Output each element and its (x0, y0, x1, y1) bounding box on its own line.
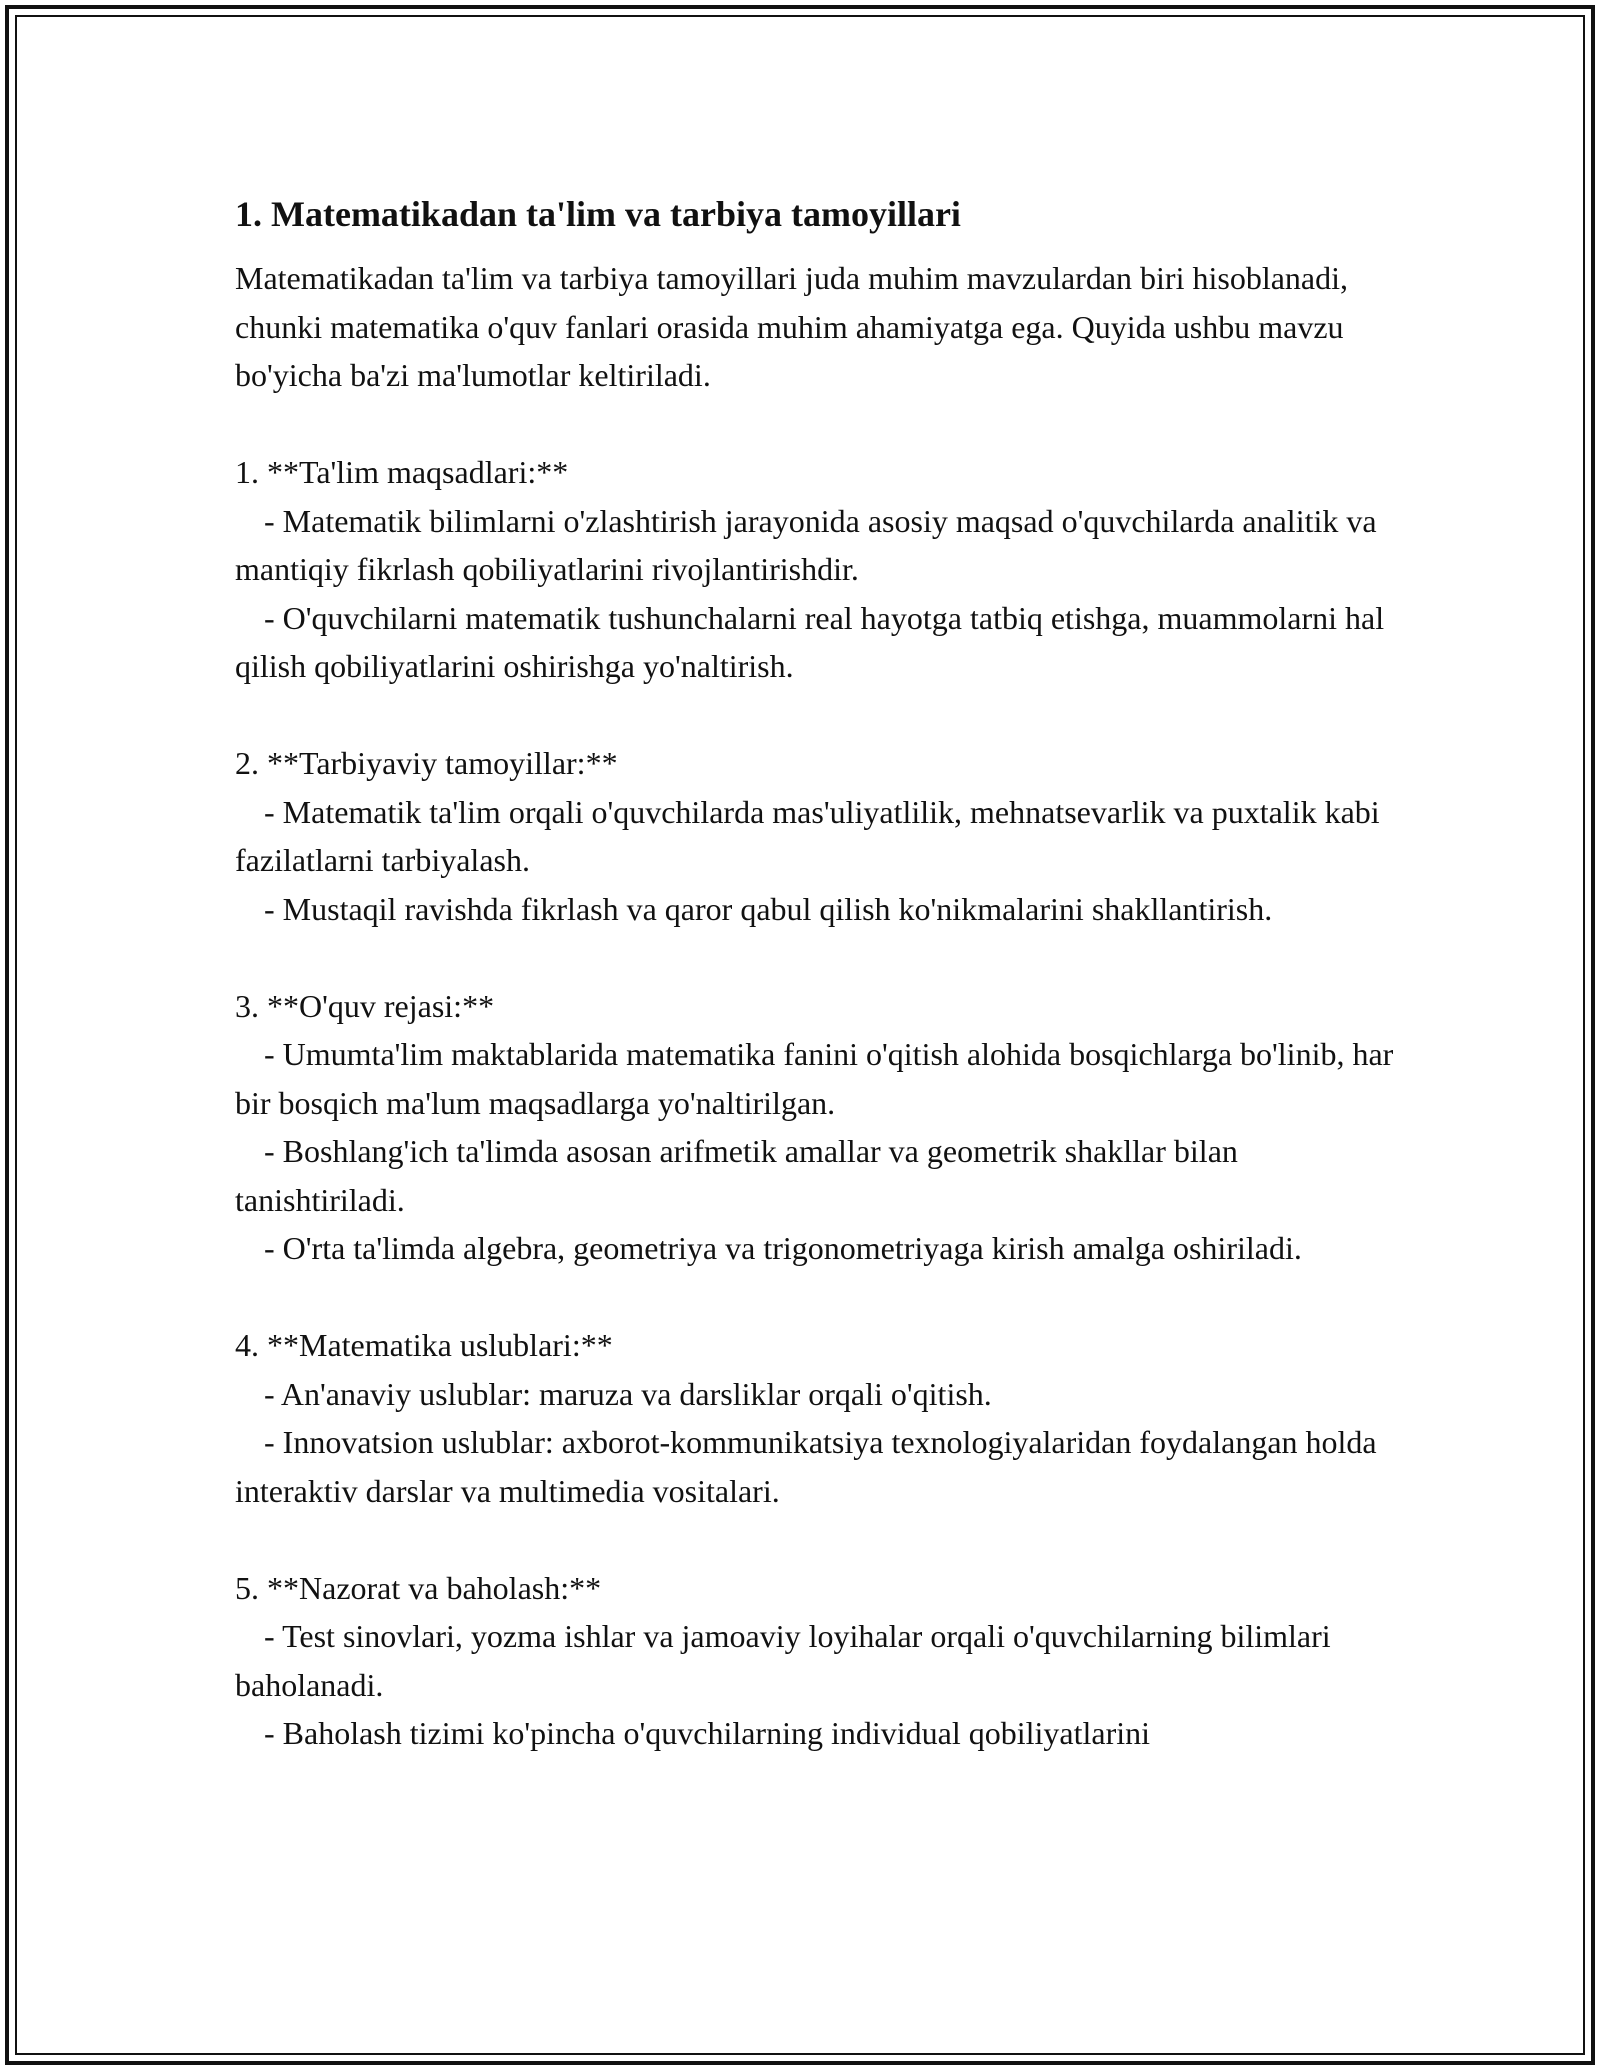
list-item: - An'anaviy uslublar: maruza va darsliklar orqali o'qitish. (264, 1375, 992, 1412)
intro-paragraph: Matematikadan ta'lim va tarbiya tamoyillari juda muhim mavzulardan biri hisoblanadi, chunki matematika o'quv fanlari orasida muhim ahamiyatga ega. Quyida ushbu mavzu bo'yicha ba'zi ma'lumotlar keltiriladi. (235, 260, 1348, 393)
list-item: - Umumta'lim maktablarida matematika fanini o'qitish alohida bosqichlarga bo'linib, har bir bosqich ma'lum maqsadlarga yo'naltirilgan. (235, 1036, 1394, 1121)
list-item: - Boshlang'ich ta'limda asosan arifmetik amallar va geometrik shakllar bilan tanishtiriladi. (235, 1133, 1238, 1218)
list-item: - Matematik ta'lim orqali o'quvchilarda mas'uliyatlilik, mehnatsevarlik va puxtalik kabi fazilatlarni tarbiyalash. (235, 793, 1380, 878)
section-talim-maqsadlari (235, 448, 1395, 691)
section-tarbiyaviy-tamoyillar (235, 739, 1395, 933)
list-item: - O'rta ta'limda algebra, geometriya va trigonometriyaga kirish amalga oshiriladi. (264, 1230, 1302, 1266)
section-heading: 4. **Matematika uslublari:** (235, 1327, 613, 1363)
list-item: - O'quvchilarni matematik tushunchalarni real hayotga tatbiq etishga, muammolarni hal qilish qobiliyatlarini oshirishga yo'naltirish. (235, 599, 1385, 684)
section-heading: 2. **Tarbiyaviy tamoyillar:** (235, 745, 618, 781)
list-item: - Mustaqil ravishda fikrlash va qaror qabul qilish ko'nikmalarini shakllantirish. (264, 890, 1273, 927)
section-nazorat-va-baholash (235, 1564, 1395, 1758)
section-heading: 1. **Ta'lim maqsadlari:** (235, 454, 569, 490)
list-item: - Matematik bilimlarni o'zlashtirish jarayonida asosiy maqsad o'quvchilarda analitik va mantiqiy fikrlash qobiliyatlarini rivojlantirishdir. (235, 502, 1377, 587)
list-item: - Innovatsion uslublar: axborot-kommunikatsiya texnologiyalaridan foydalangan holda interaktiv darslar va multimedia vositalari. (235, 1424, 1377, 1509)
document-body (235, 186, 1395, 1758)
section-matematika-uslublari (235, 1321, 1395, 1515)
section-heading: 5. **Nazorat va baholash:** (235, 1569, 602, 1606)
document-title: 1. Matematikadan ta'lim va tarbiya tamoyillari (235, 194, 961, 234)
section-heading: 3. **O'quv rejasi:** (235, 987, 495, 1024)
list-item: - Test sinovlari, yozma ishlar va jamoaviy loyihalar orqali o'quvchilarning bilimlari baholanadi. (235, 1618, 1331, 1703)
list-item: - Baholash tizimi ko'pincha o'quvchilarning individual qobiliyatlarini (264, 1715, 1151, 1751)
section-oquv-rejasi (235, 982, 1395, 1273)
